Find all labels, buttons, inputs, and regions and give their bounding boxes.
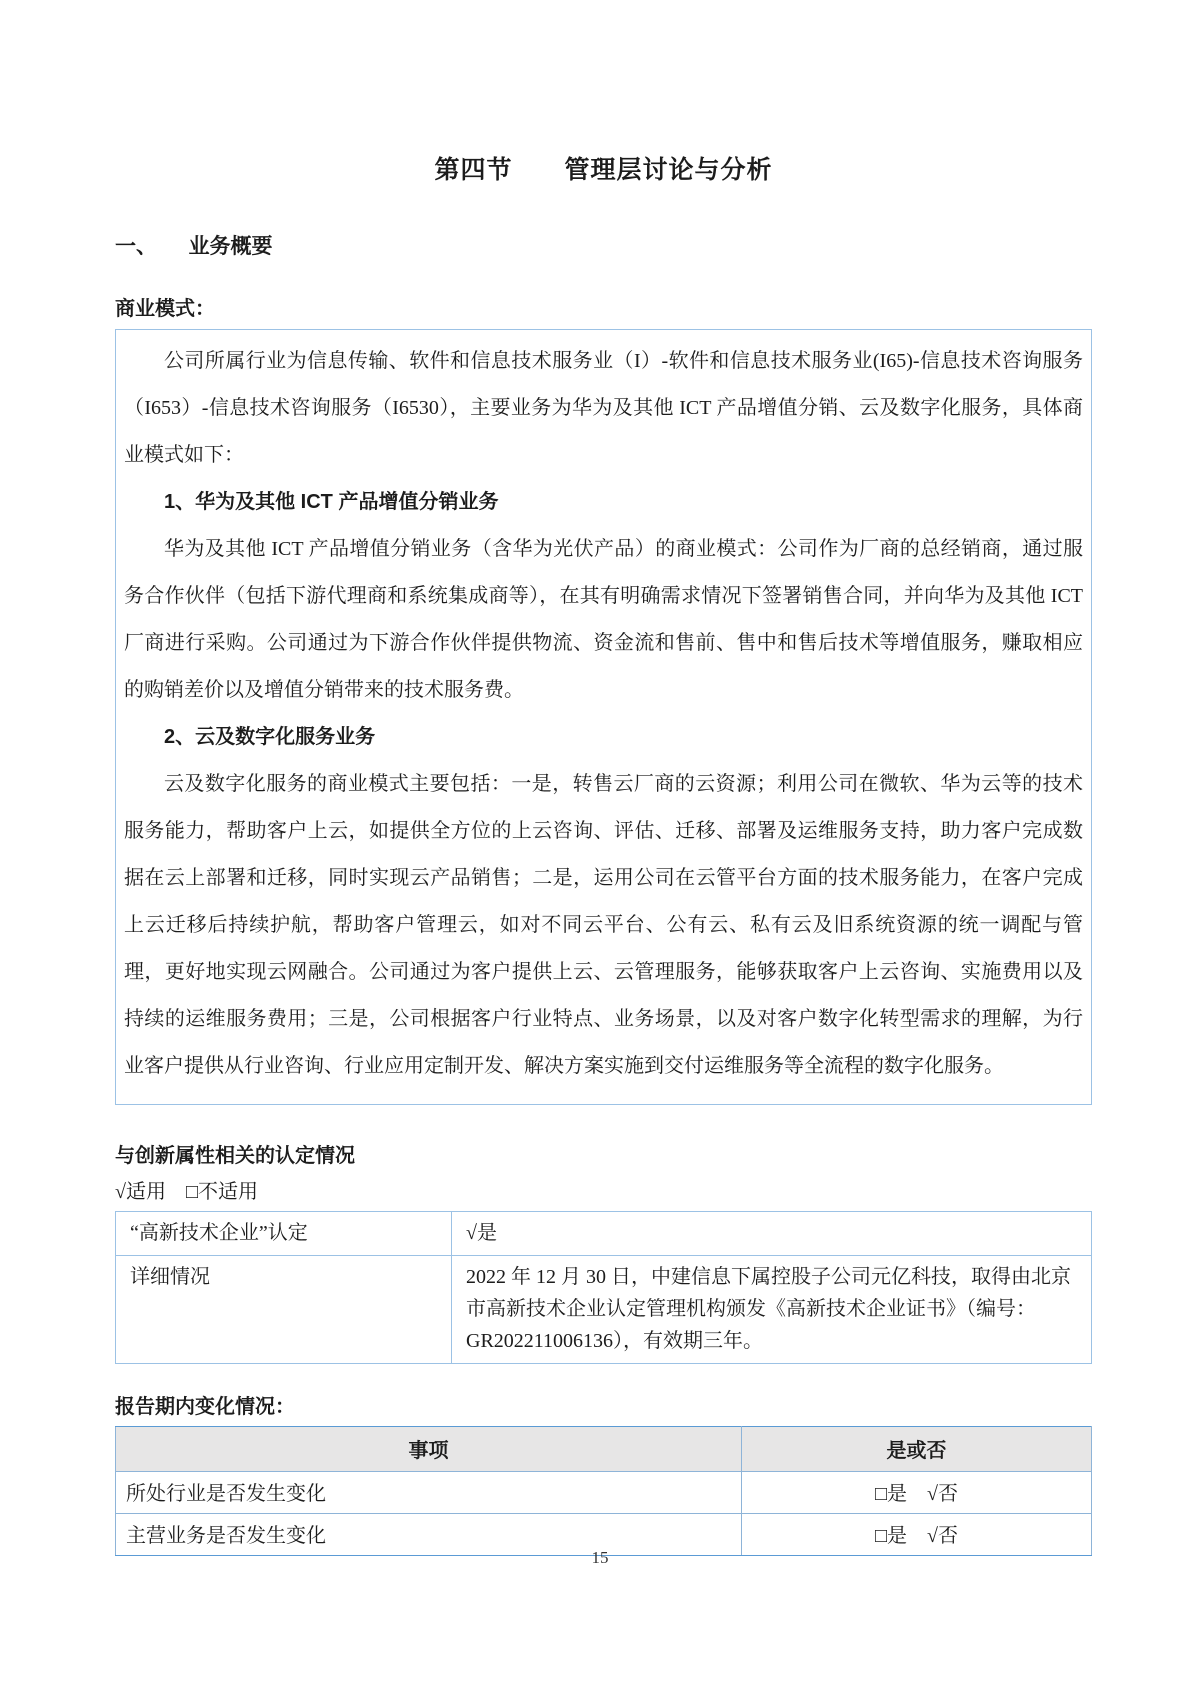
innovation-certification-heading: 与创新属性相关的认定情况 [115,1145,355,1167]
column-header-yes-no: 是或否 [742,1427,1092,1472]
change-answer-industry: □是 √否 [742,1472,1092,1514]
reporting-period-changes-table [115,1426,1092,1556]
business-model-paragraph-1: 公司所属行业为信息传输、软件和信息技术服务业（I）-软件和信息技术服务业(I65)-信息技术咨询服务（I653）-信息技术咨询服务（I6530），主要业务为华为及其他 ICT 产品增值分销、云及数字化服务，具体商业模式如下： [124,350,1083,466]
business-model-subheading-2: 2、云及数字化服务业务 [164,726,376,748]
business-model-label: 商业模式： [115,298,215,320]
page-number: 15 [591,1548,609,1567]
business-model-paragraph-2: 华为及其他 ICT 产品增值分销业务（含华为光伏产品）的商业模式：公司作为厂商的总经销商，通过服务合作伙伴（包括下游代理商和系统集成商等），在其有明确需求情况下签署销售合同，并向华为及其他 ICT 厂商进行采购。公司通过为下游合作伙伴提供物流、资金流和售前、售中和售后技术等增值服务，赚取相应的购销差价以及增值分销带来的技术服务费。 [124,538,1083,701]
reporting-period-changes-heading: 报告期内变化情况： [115,1396,295,1418]
table-row [116,1472,1092,1514]
innovation-certification-table [115,1211,1092,1364]
detail-value-cell: 2022 年 12 月 30 日，中建信息下属控股子公司元亿科技，取得由北京市高新技术企业认定管理机构颁发《高新技术企业证书》（编号：GR202211006136），有效期三年。 [452,1256,1092,1364]
change-item-industry: 所处行业是否发生变化 [116,1472,742,1514]
business-model-paragraph-3: 云及数字化服务的商业模式主要包括：一是，转售云厂商的云资源；利用公司在微软、华为云等的技术服务能力，帮助客户上云，如提供全方位的上云咨询、评估、迁移、部署及运维服务支持，助力客户完成数据在云上部署和迁移，同时实现云产品销售；二是，运用公司在云管平台方面的技术服务能力，在客户完成上云迁移后持续护航，帮助客户管理云，如对不同云平台、公有云、私有云及旧系统资源的统一调配与管理，更好地实现云网融合。公司通过为客户提供上云、云管理服务，能够获取客户上云咨询、实施费用以及持续的运维服务费用；三是，公司根据客户行业特点、业务场景，以及对客户数字化转型需求的理解，为行业客户提供从行业咨询、行业应用定制开发、解决方案实施到交付运维服务等全流程的数字化服务。 [124,773,1083,1077]
table-row [116,1256,1092,1364]
applicability-line: √适用 □不适用 [115,1181,259,1203]
change-item-main-business: 主营业务是否发生变化 [116,1514,742,1556]
section-heading-business-overview: 一、 业务概要 [115,235,273,258]
table-header-row [116,1427,1092,1472]
detail-label-cell: 详细情况 [116,1256,452,1364]
column-header-item: 事项 [116,1427,742,1472]
page-title: 第四节 管理层讨论与分析 [434,156,773,184]
change-answer-main-business: □是 √否 [742,1514,1092,1556]
table-row [116,1212,1092,1256]
business-model-box [115,329,1092,1105]
business-model-subheading-1: 1、华为及其他 ICT 产品增值分销业务 [164,491,499,513]
cert-answer-cell: √是 [452,1212,1092,1256]
cert-type-cell: “高新技术企业”认定 [116,1212,452,1256]
